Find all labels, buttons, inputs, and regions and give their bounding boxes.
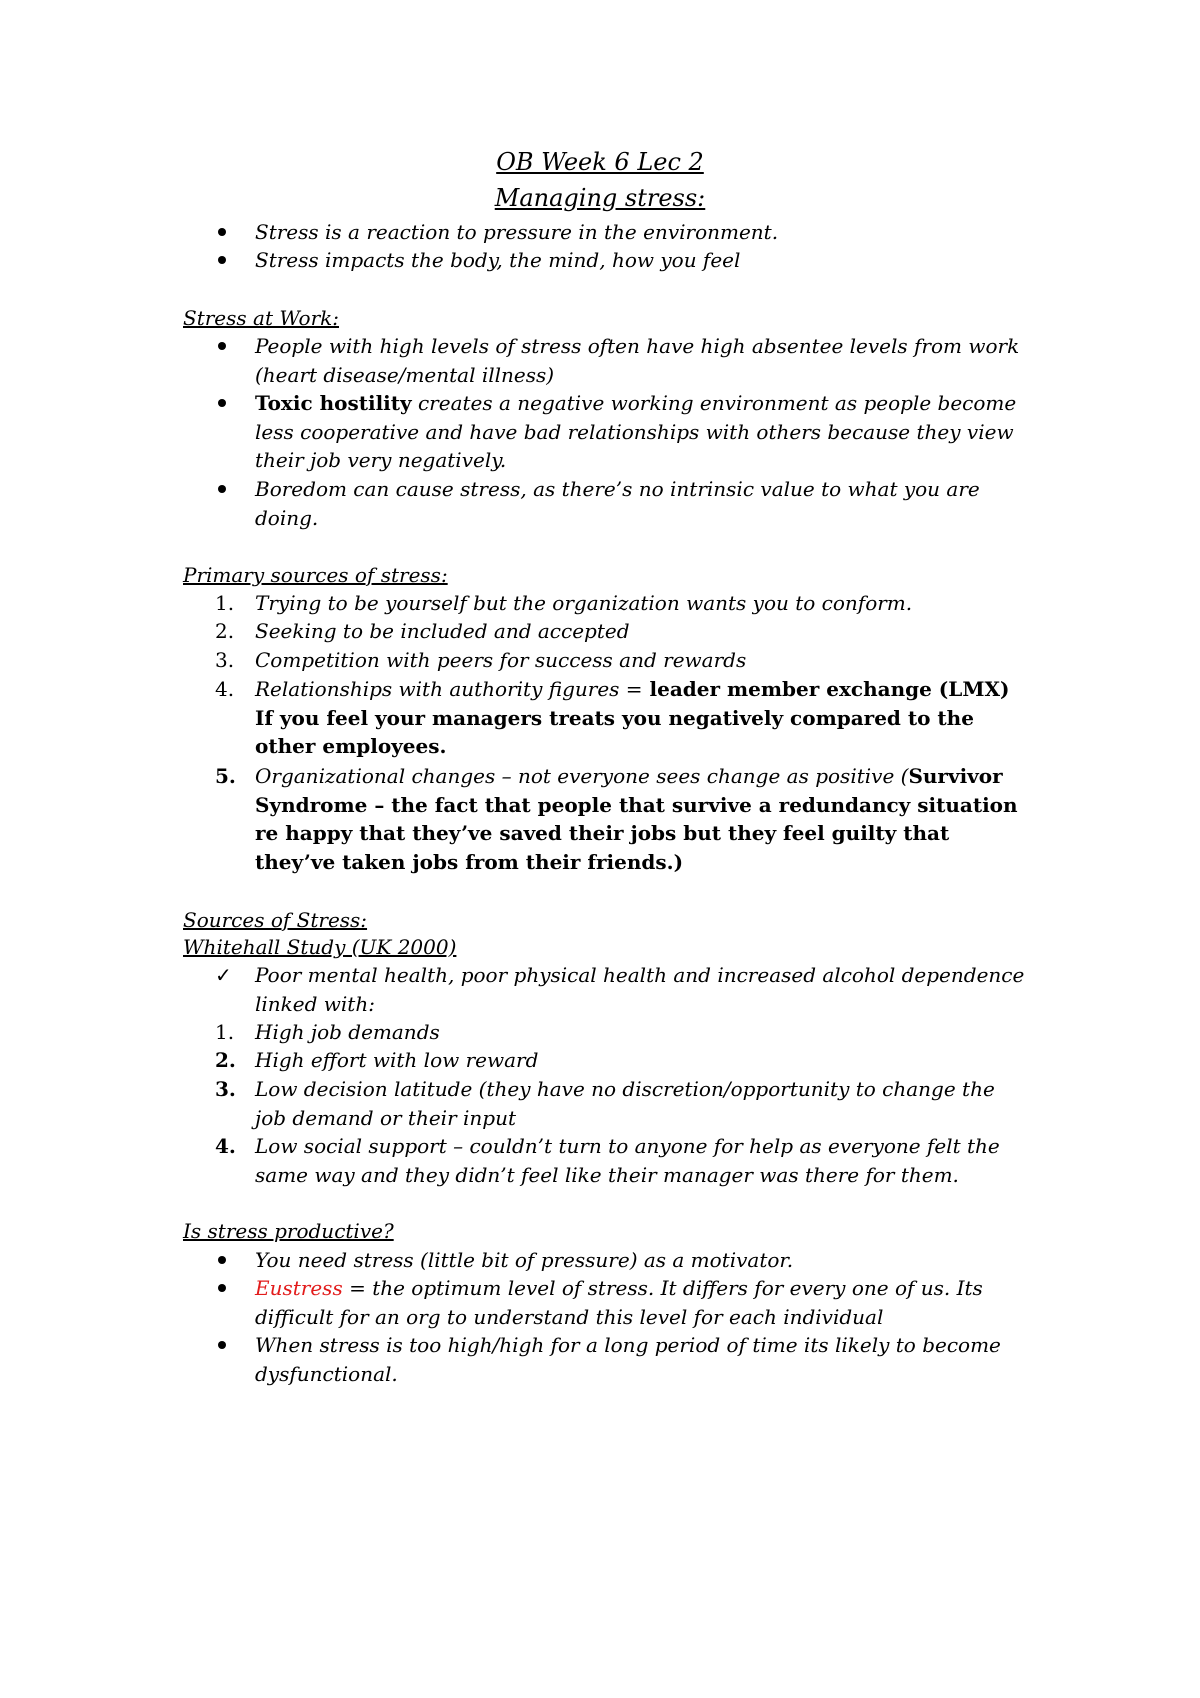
bullet-icon: [215, 1274, 255, 1303]
section-heading-primary: Primary sources of stress:: [183, 563, 448, 587]
section-heading-productive: Is stress productive?: [183, 1219, 394, 1243]
section-heading-sources: Sources of Stress:: [183, 908, 368, 932]
bullet-icon: [215, 1246, 255, 1275]
highlighted-term: Eustress: [255, 1276, 343, 1300]
section-heading-work: Stress at Work:: [183, 306, 339, 330]
document-page: OB Week 6 Lec 2 Managing stress: Stress is a reaction to pressure in the environment. Stress impacts the body, the mind, how you feel Stress at Work: People with high levels of stress often have high absentee levels from work (heart disease/mental illness) Toxic hostility creates a negative working environment as people become less cooperative and have bad relationships with others because they view their job very negatively. Boredom can cause stress, as there’s no intrinsic value to what you are doing. Primary sources of stress: 1. Trying to be yourself but the organization wants you to conform. 2. Seeking to be included and accepted 3. Competition with peers for success and rewards 4. Relationships with authority figures = leader member exchange (LMX) If you feel your managers treats you negatively compared to the other employees. 5. Organizational changes – not everyone sees change as positive (Survivor Syndrome – the fact that people that survive a redundancy situation re happy that they’ve saved their jobs but they feel guilty that they’ve taken jobs from their friends.) Sources of Stress: Whitehall Study (UK 2000) ✓ Poor mental health, poor physical health and increased alcohol dependence linked with: 1. High job demands 2. High effort with low reward 3. Low decision latitude (they have no discretion/opportunity to change the job demand or their input 4. Low social support – couldn’t turn to anyone for help as everyone felt the same way and they didn’t feel like their manager was there for them. Is stress productive? You need stress (little bit of pressure) as a motivator. Eustress = the optimum level of stress. It differs for every one of us. Its difficult for an org to understand this level for each individual When stress is too high/high for a long period of time its likely to become dysfunctional.: [0, 0, 1200, 1698]
bullet-icon: [215, 246, 255, 275]
bullet-icon: [215, 475, 255, 504]
bullet-icon: [215, 389, 255, 418]
bullet-icon: [215, 218, 255, 247]
page-subtitle: Managing stress:: [494, 184, 706, 212]
page-title: OB Week 6 Lec 2: [496, 148, 704, 176]
section-subheading-whitehall: Whitehall Study (UK 2000): [183, 935, 457, 959]
bullet-icon: [215, 1331, 255, 1360]
checkmark-icon: ✓: [215, 963, 232, 987]
bullet-icon: [215, 332, 255, 361]
